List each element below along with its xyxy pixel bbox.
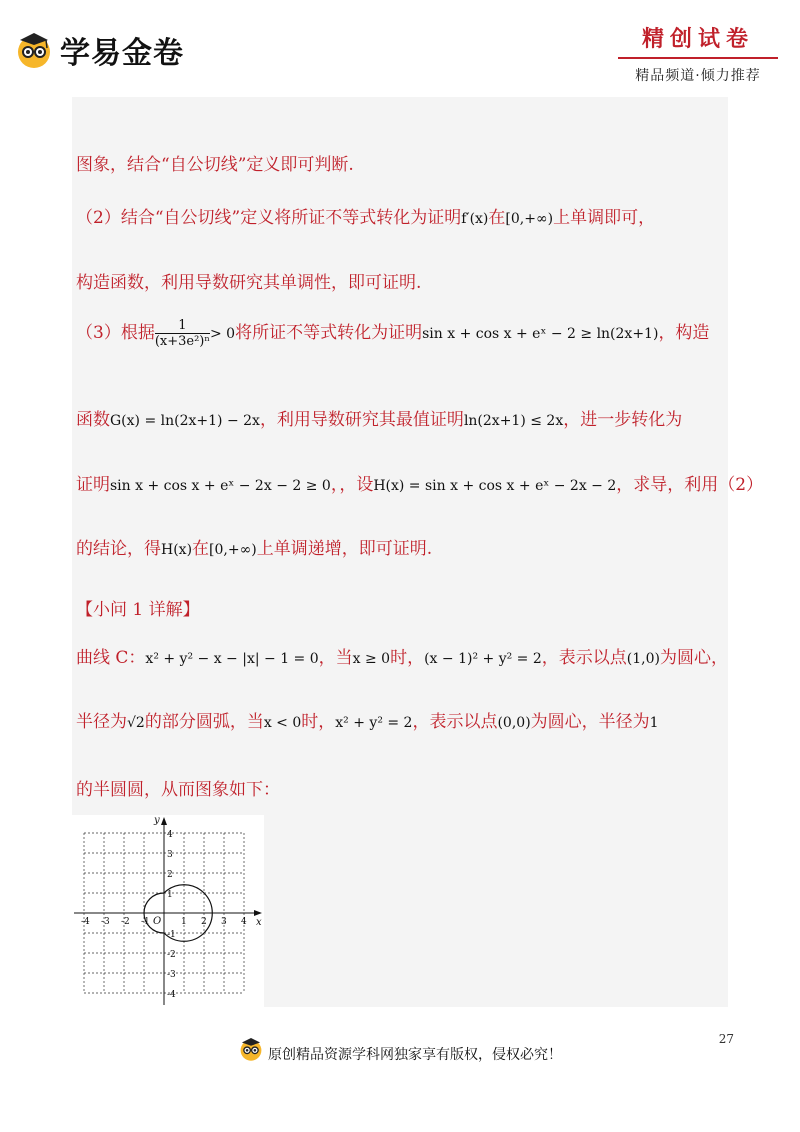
x-axis-label: x	[256, 917, 262, 928]
math-expression: (0,0)	[497, 715, 531, 731]
x-tick-label: 4	[241, 917, 247, 927]
x-axis-arrow-icon	[254, 910, 262, 916]
brand-subtitle: 精品频道·倾力推荐	[635, 68, 761, 84]
math-expression: [0,+∞)	[505, 211, 554, 227]
math-expression: x ≥ 0	[352, 651, 391, 667]
math-expression: x² + y² = 2	[335, 715, 413, 731]
text: （2）结合“自公切线”定义将所证不等式转化为证明	[76, 208, 462, 228]
text-line-11	[76, 775, 280, 800]
text: ，进一步转化为	[563, 410, 683, 430]
text-line-5	[76, 405, 682, 430]
fraction-denominator: (x+3e²)ⁿ	[154, 334, 210, 349]
x-tick-label: -4	[81, 917, 90, 927]
owl-mascot-icon	[14, 30, 54, 70]
math-expression: H(x) = sin x + cos x + eˣ − 2x − 2	[373, 478, 617, 494]
text: 曲线 C：	[76, 648, 146, 668]
text: 上单调递增，即可证明.	[256, 539, 433, 559]
page-footer	[0, 1032, 800, 1072]
math-expression: f′(x)	[461, 211, 489, 227]
text: 的结论，得	[76, 539, 161, 559]
text: 半径为	[76, 712, 127, 732]
y-tick-label: 4	[167, 830, 173, 840]
page-header	[0, 0, 800, 90]
text: ，表示以点	[541, 648, 627, 668]
brand-title: 精创试卷	[641, 27, 754, 52]
logo-text: 学易金卷	[60, 36, 184, 71]
math-expression: ln(2x+1) ≤ 2x	[463, 413, 564, 429]
text: ，利用导数研究其最值证明	[259, 410, 464, 430]
x-tick-label: -1	[141, 917, 150, 927]
text: 在	[488, 208, 506, 228]
math-expression: (x − 1)² + y² = 2	[424, 651, 542, 667]
logo	[14, 28, 184, 72]
text: 证明	[76, 475, 110, 495]
text-line-10	[76, 707, 659, 732]
math-expression: x < 0	[263, 715, 302, 731]
math-expression: sin x + cos x + eˣ − 2 ≥ ln(2x+1)	[422, 326, 659, 342]
heading-text: 【小问 1 详解】	[76, 600, 200, 620]
y-tick-label: -1	[167, 930, 176, 940]
math-expression: > 0	[210, 326, 236, 342]
math-expression: (1,0)	[626, 651, 660, 667]
text-line-2	[76, 203, 655, 228]
text: 为圆心，半径为	[530, 712, 650, 732]
text: 上单调即可，	[553, 208, 656, 228]
x-tick-label: -2	[121, 917, 130, 927]
text: 为圆心，	[659, 648, 728, 668]
owl-mascot-icon	[238, 1036, 264, 1062]
copyright-text: 原创精品资源学科网独家享有版权，侵权必究！	[268, 1047, 562, 1063]
text-line-6	[76, 470, 763, 495]
text: ，构造	[658, 323, 710, 343]
text: ，，设	[330, 475, 374, 495]
page-number: 27	[718, 1032, 734, 1046]
text: 将所证不等式转化为证明	[235, 323, 423, 343]
fraction-numerator: 1	[155, 318, 210, 334]
text: ，求导，利用（2）	[616, 475, 764, 495]
text-line-7	[76, 534, 432, 559]
math-expression: x² + y² − x − |x| − 1 = 0	[145, 651, 319, 667]
text-line-4	[76, 318, 709, 349]
y-tick-label: 1	[167, 890, 173, 900]
text: 图象，结合“自公切线”定义即可判断.	[76, 155, 354, 175]
math-expression: 1	[649, 715, 659, 731]
math-expression: √2	[127, 715, 145, 731]
math-expression: H(x)	[161, 542, 193, 558]
y-tick-label: 2	[167, 870, 173, 880]
y-tick-label: -2	[167, 950, 176, 960]
text: ，当	[318, 648, 353, 668]
graph-svg	[72, 815, 264, 1007]
y-axis-label: y	[154, 815, 160, 826]
text-line-1	[76, 150, 354, 175]
y-tick-label: -3	[167, 970, 176, 980]
text: 构造函数，利用导数研究其单调性，即可证明.	[76, 273, 422, 293]
text: 的部分圆弧，当	[144, 712, 264, 732]
x-tick-label: 2	[201, 917, 207, 927]
y-tick-label: -4	[167, 990, 176, 1000]
math-expression: G(x) = ln(2x+1) − 2x	[110, 413, 260, 429]
math-expression: [0,+∞)	[209, 542, 257, 558]
text: 时，	[390, 648, 425, 668]
text: （3）根据	[76, 323, 155, 343]
text-line-9	[76, 643, 728, 668]
y-axis-arrow-icon	[161, 817, 167, 825]
text: 在	[192, 539, 210, 559]
x-tick-label: 1	[181, 917, 187, 927]
curve-graph	[72, 815, 264, 1007]
text-line-3	[76, 268, 421, 293]
text: 时，	[301, 712, 336, 732]
x-tick-label: -3	[101, 917, 110, 927]
fraction	[155, 318, 210, 349]
text: ，表示以点	[412, 712, 498, 732]
origin-label: O	[153, 916, 162, 927]
text: 函数	[76, 410, 110, 430]
text: 的半圆圆，从而图象如下：	[76, 780, 280, 800]
math-expression: sin x + cos x + eˣ − 2x − 2 ≥ 0	[110, 478, 331, 494]
brand-divider	[618, 57, 778, 59]
section-heading	[76, 595, 200, 620]
y-tick-label: 3	[167, 850, 173, 860]
brand-block	[618, 22, 778, 85]
x-tick-label: 3	[221, 917, 227, 927]
